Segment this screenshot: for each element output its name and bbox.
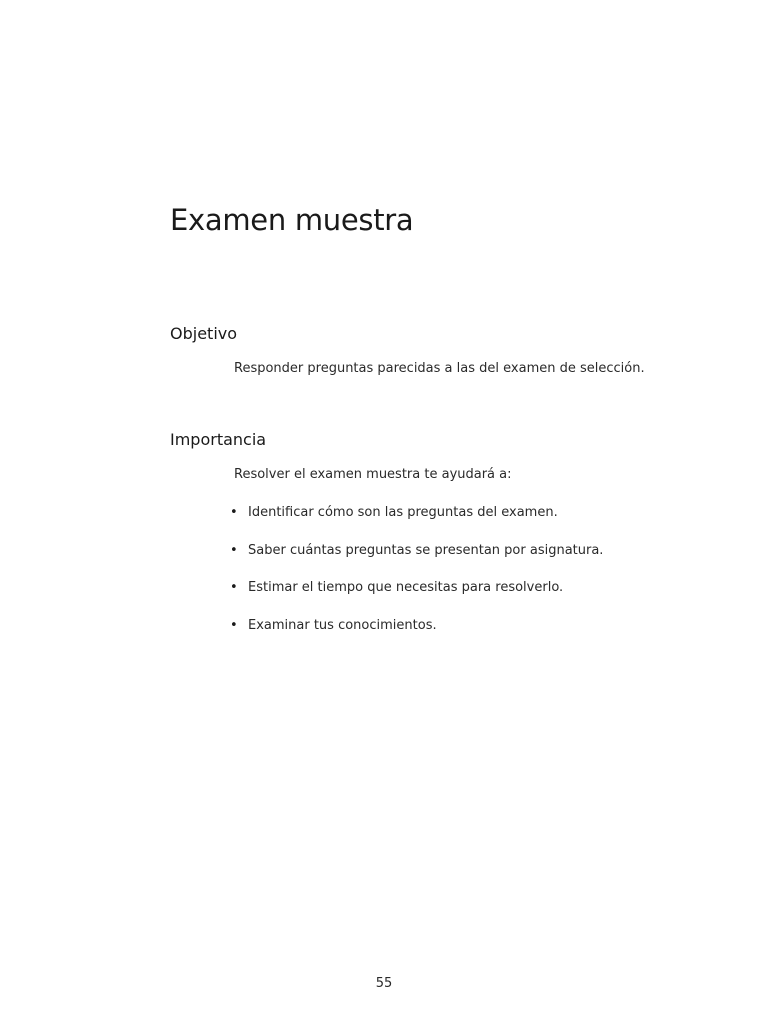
section-heading-importancia: Importancia: [170, 430, 267, 449]
bullet-icon: •: [230, 542, 238, 558]
importancia-intro: Resolver el examen muestra te ayudará a:: [234, 467, 512, 482]
section-heading-objetivo: Objetivo: [170, 324, 238, 343]
page-number: 55: [375, 976, 393, 991]
bullet-icon: •: [230, 617, 238, 633]
list-item-text: Identificar cómo son las preguntas del examen.: [248, 505, 558, 520]
list-item-text: Estimar el tiempo que necesitas para resolverlo.: [248, 580, 564, 595]
list-item-text: Examinar tus conocimientos.: [248, 617, 437, 633]
bullet-icon: •: [230, 505, 238, 520]
bullet-icon: •: [230, 580, 238, 595]
page-title: Examen muestra: [170, 203, 414, 237]
list-item-text: Saber cuántas preguntas se presentan por asignatura.: [248, 542, 604, 558]
objetivo-text: Responder preguntas parecidas a las del examen de selección.: [234, 361, 645, 376]
